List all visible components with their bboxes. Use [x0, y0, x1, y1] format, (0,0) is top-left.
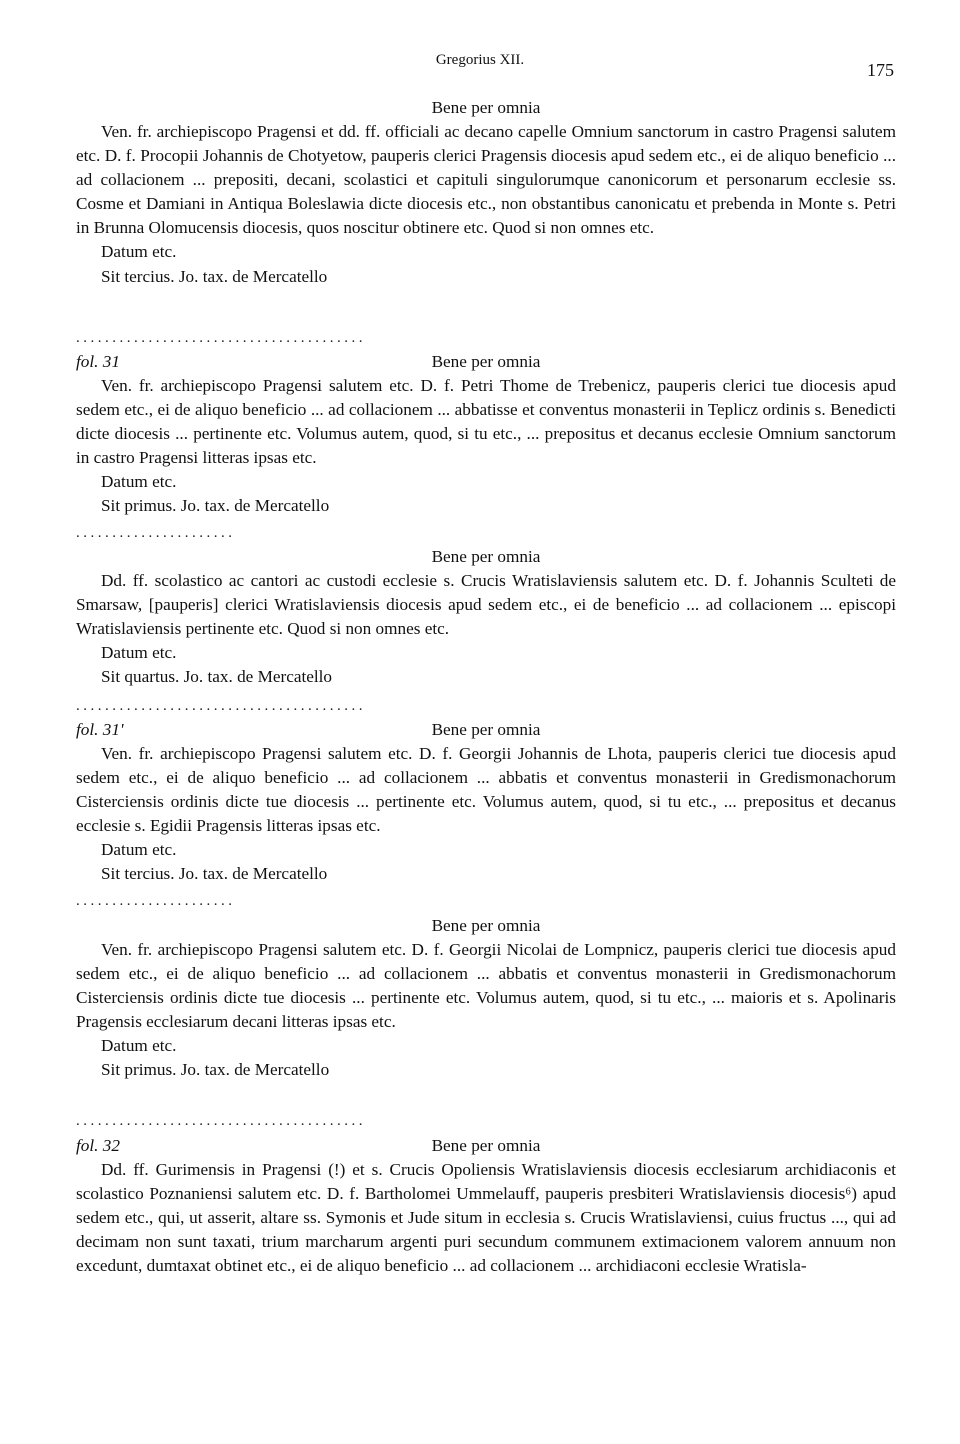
document-entry [76, 545, 896, 689]
datum-line: Datum etc. [101, 472, 177, 492]
entry-heading: Bene per omnia [431, 547, 541, 566]
entry-heading: Bene per omnia [431, 1136, 541, 1155]
separator-dots: ........................................ [76, 698, 366, 714]
tax-line: Sit primus. Jo. tax. de Mercatello [101, 1060, 330, 1080]
datum-line: Datum etc. [101, 840, 177, 860]
entry-text: Ven. fr. archiepiscopo Pragensi et dd. ff. officiali ac decano capelle Omnium sanctorum in castro Pragensi salutem etc. D. f. Procopii Johannis de Chotyetow, pauperis clerici Pragensis diocesis apud sedem etc., ei de aliquo beneficio ... ad collacionem ... prepositi, decani, scolastici et capituli singulorumque canonicorum et personarum ecclesie ss. Cosme et Damiani in Antiqua Boleslawia dicte diocesis etc., non obstantibus canonicatu et prebenda in Monte s. Petri in Brunna Olomucensis diocesis, quos noscitur obtinere etc. Quod si non omnes etc. [76, 122, 896, 238]
entry-text: Ven. fr. archiepiscopo Pragensi salutem etc. D. f. Georgii Johannis de Lhota, pauperis clerici tue diocesis apud sedem etc., ei de aliquo beneficio ... ad collacionem ... abbatis et conventus monasterii in Gredismonachorum Cisterciensis ordinis dicte tue diocesis ... pertinente etc. Volumus autem, quod, si tu etc., ... prepositus et decanus ecclesie s. Egidii Pragensis litteras ipsas etc. [76, 744, 896, 836]
separator-dots: ...................... [76, 893, 236, 909]
folio-ref: fol. 31 [76, 352, 120, 371]
entry-heading: Bene per omnia [431, 720, 541, 739]
datum-line: Datum etc. [101, 242, 177, 262]
datum-line: Datum etc. [101, 1036, 177, 1056]
document-entry [76, 914, 896, 1083]
datum-line: Datum etc. [101, 643, 177, 663]
entry-text: Dd. ff. scolastico ac cantori ac custodi ecclesie s. Crucis Wratislaviensis salutem etc. D. f. Johannis Sculteti de Smarsaw, [pauperis] clerici Wratislaviensis diocesis apud sedem etc., ei de beneficio ... ad collacionem ... episcopi Wratislaviensis pertinente etc. Quod si non omnes etc. [76, 571, 896, 639]
entry-text: Ven. fr. archiepiscopo Pragensi salutem etc. D. f. Georgii Nicolai de Lompnicz, pauperis clerici tue diocesis apud sedem etc., ei de aliquo beneficio ... ad collacionem ... abbatis et conventus monasterii in Gredismonachorum Cisterciensis ordinis dicte tue diocesis ... pertinente etc. Volumus autem, quod, si tu etc., ... maioris et s. Apolinaris Pragensis ecclesiarum decani litteras ipsas etc. [76, 940, 896, 1032]
document-entry [76, 1134, 896, 1278]
tax-line: Sit tercius. Jo. tax. de Mercatello [101, 864, 328, 884]
tax-line: Sit tercius. Jo. tax. de Mercatello [101, 266, 328, 286]
tax-line: Sit primus. Jo. tax. de Mercatello [101, 496, 330, 516]
entry-heading: Bene per omnia [431, 98, 541, 117]
entry-text: Ven. fr. archiepiscopo Pragensi salutem etc. D. f. Petri Thome de Trebenicz, pauperis clerici tue diocesis apud sedem etc., ei de aliquo beneficio ... ad collacionem ... abbatisse et conventus monasterii in Teplicz ordinis s. Benedicti dicte diocesis ... pertinente etc. Volumus autem, quod, si tu etc., ... prepositus et decanus ecclesie Omnium sanctorum in castro Pragensi litteras ipsas etc. [76, 376, 896, 468]
entry-heading: Bene per omnia [431, 352, 541, 371]
tax-line: Sit quartus. Jo. tax. de Mercatello [101, 667, 333, 687]
entry-text: Dd. ff. Gurimensis in Pragensi (!) et s. Crucis Opoliensis Wratislaviensis diocesis ecclesiarum archidiaconis et scolastico Poznaniensi salutem etc. D. f. Bartholomei Ummelauff, pauperis presbiteri Wratislaviensis diocesis⁶) apud sedem etc., qui, ut asserit, altare ss. Symonis et Jude situm in ecclesia s. Crucis Wratislaviensi, cuius fructus ..., qui ad decimam non sunt taxati, trium marcharum argenti puri secundum communem extimacionem valorem annuum non excedunt, dumtaxat obtinet etc., ei de aliquo beneficio ... ad collacionem ... archidiaconi ecclesie Wratisla- [76, 1160, 896, 1276]
folio-ref: fol. 31' [76, 720, 124, 739]
entry-heading: Bene per omnia [431, 916, 541, 935]
running-title: Gregorius XII. [435, 52, 525, 68]
document-entry [76, 350, 896, 519]
folio-ref: fol. 32 [76, 1136, 120, 1155]
document-entry [76, 96, 896, 289]
page-number: 175 [867, 60, 894, 80]
separator-dots: ...................... [76, 525, 236, 541]
separator-dots: ........................................ [76, 330, 366, 346]
separator-dots: ........................................ [76, 1113, 366, 1129]
document-entry [76, 718, 896, 887]
